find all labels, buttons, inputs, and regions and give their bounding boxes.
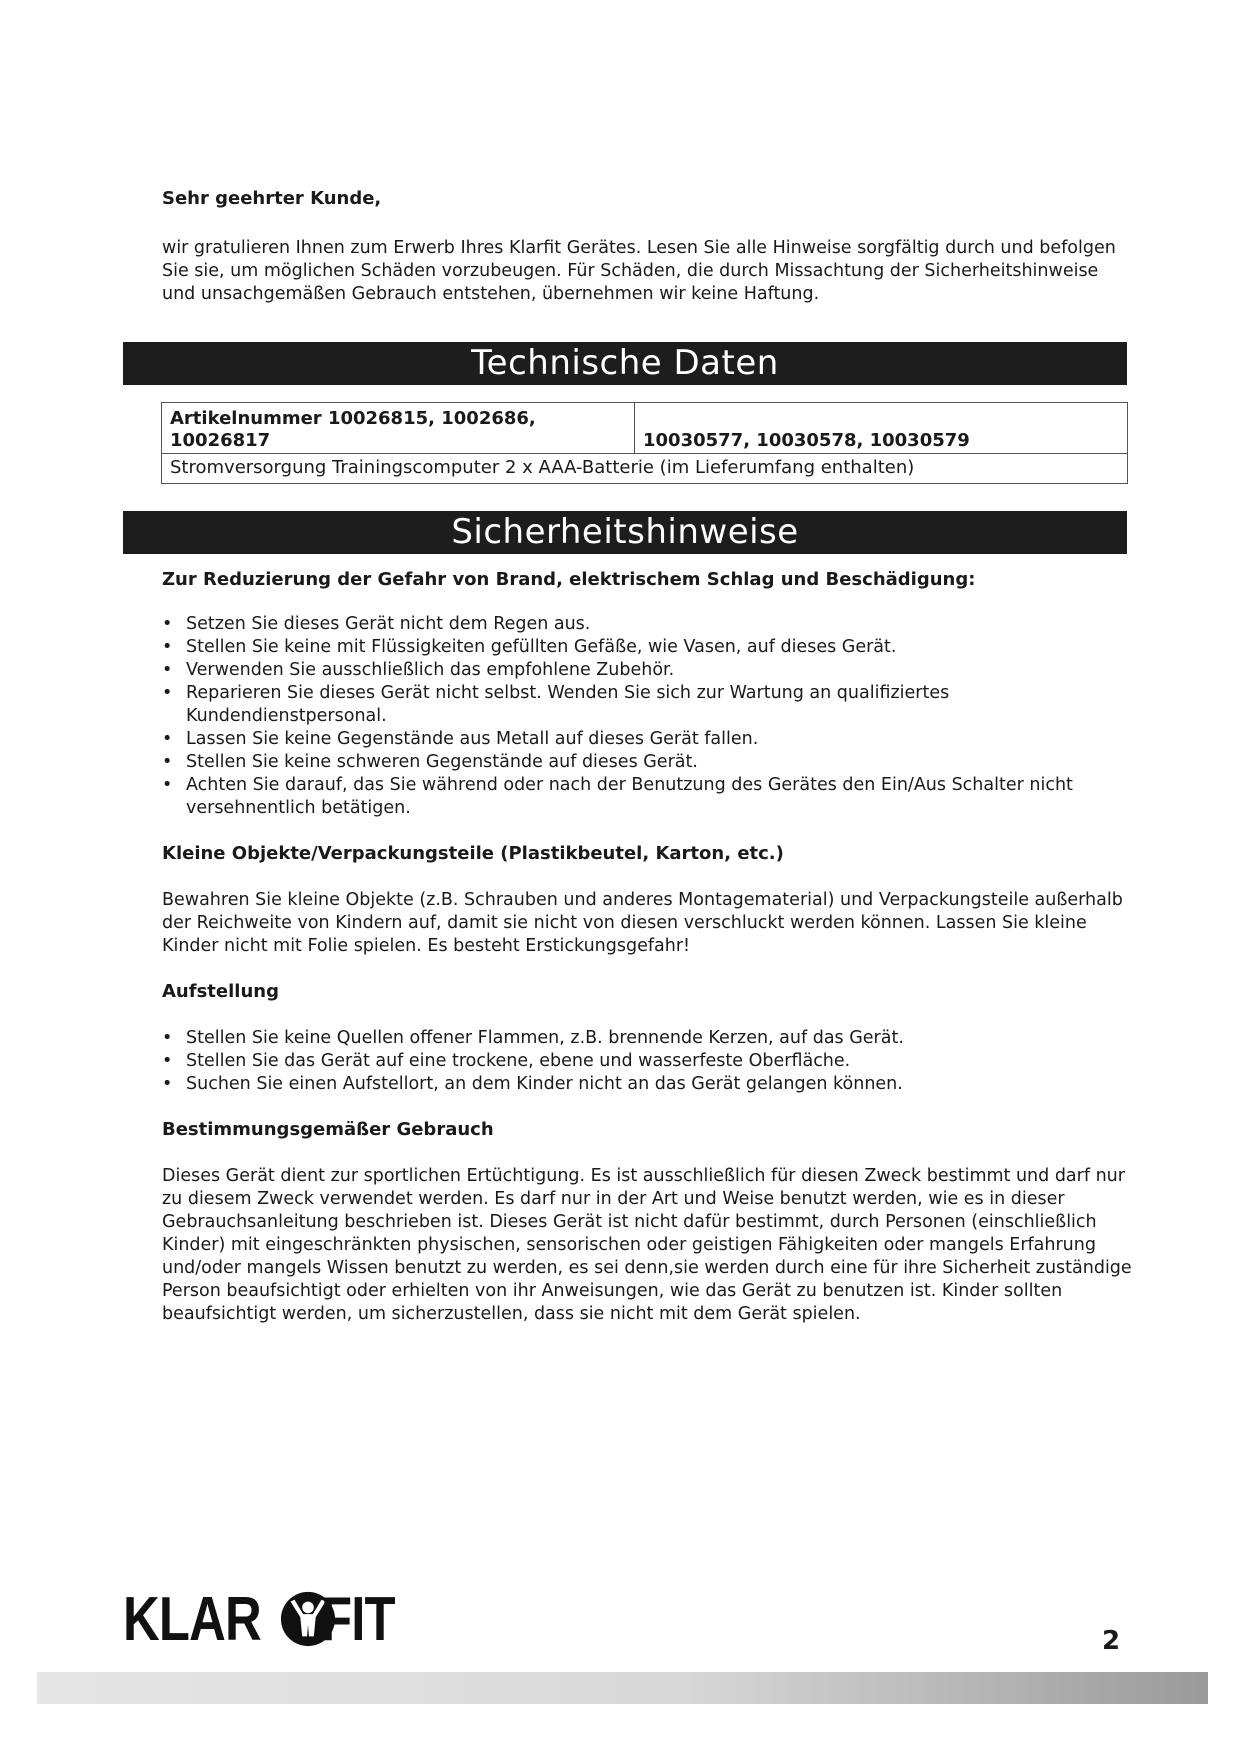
list-item: • Achten Sie darauf, das Sie während oder nach der Benutzung des Gerätes den Ein/Aus Schalter nicht versehnentlich betätigen.: [162, 774, 1137, 820]
gebrauch-paragraph: Dieses Gerät dient zur sportlichen Ertüchtigung. Es ist ausschließlich für diesen Zweck bestimmt und darf nur zu diesem Zweck verwendet werden. Es darf nur in der Art und Weise benutzt werden, wie es in dieser Gebrauchsanleitung beschrieben ist. Dieses Gerät ist nicht dafür bestimmt, durch Personen (einschließlich Kinder) mit eingeschränkten physischen, sensorischen oder geistigen Fähigkeiten oder mangels Erfahrung und/oder mangels Wissen benutzt zu werden, es sei denn,sie werden durch eine für ihre Sicherheit zuständige Person beaufsichtigt oder erhielten von ihr Anweisungen, wie das Gerät zu benutzen ist. Kinder sollten beaufsichtigt werden, um sicherzustellen, dass sie nicht mit dem Gerät spielen.: [162, 1166, 1132, 1324]
artikel-label: Artikelnummer 10026815, 1002686, 10026817: [162, 403, 635, 454]
spec-row-artikel: [162, 403, 1128, 454]
list-item: • Stellen Sie das Gerät auf eine trockene, ebene und wasserfeste Oberfläche.: [162, 1050, 1137, 1073]
spec-row-strom: [162, 454, 1128, 484]
safety-list: [162, 613, 1137, 820]
logo-text-left: KLAR: [123, 1584, 261, 1654]
safety-subheading: Zur Reduzierung der Gefahr von Brand, elektrischem Schlag und Beschädigung:: [162, 569, 976, 590]
artikel-more: 10030577, 10030578, 10030579: [635, 403, 1128, 454]
kleine-heading: Kleine Objekte/Verpackungsteile (Plastikbeutel, Karton, etc.): [162, 843, 784, 864]
strom-cell: Stromversorgung Trainingscomputer 2 x AAA-Batterie (im Lieferumfang enthalten): [162, 454, 1128, 484]
sicherheitshinweise-header: Sicherheitshinweise: [123, 511, 1127, 554]
gebrauch-heading: Bestimmungsgemäßer Gebrauch: [162, 1119, 494, 1140]
list-item: • Stellen Sie keine schweren Gegenstände auf dieses Gerät.: [162, 751, 1137, 774]
aufstellung-heading: Aufstellung: [162, 981, 279, 1002]
aufstellung-list: [162, 1027, 1137, 1096]
intro-paragraph: wir gratulieren Ihnen zum Erwerb Ihres Klarfit Gerätes. Lesen Sie alle Hinweise sorgfältig durch und befolgen Sie sie, um möglichen Schäden vorzubeugen. Für Schäden, die durch Missachtung der Sicherheitshinweise und unsachgemäßen Gebrauch entstehen, übernehmen wir keine Haftung.: [162, 238, 1116, 304]
footer-bar: [37, 1672, 1208, 1704]
list-item: • Setzen Sie dieses Gerät nicht dem Regen aus.: [162, 613, 1137, 636]
list-item: • Reparieren Sie dieses Gerät nicht selbst. Wenden Sie sich zur Wartung an qualifiziertes Kundendienstpersonal.: [162, 682, 1137, 728]
page-number: 2: [1102, 1626, 1121, 1656]
list-item: • Stellen Sie keine Quellen offener Flammen, z.B. brennende Kerzen, auf das Gerät.: [162, 1027, 1137, 1050]
spec-table: [161, 402, 1128, 484]
list-item: • Lassen Sie keine Gegenstände aus Metall auf dieses Gerät fallen.: [162, 728, 1137, 751]
technische-daten-header: Technische Daten: [123, 342, 1127, 385]
klarfit-logo: [123, 1585, 411, 1653]
salutation: Sehr geehrter Kunde,: [162, 188, 382, 209]
list-item: • Verwenden Sie ausschließlich das empfohlene Zubehör.: [162, 659, 1137, 682]
kleine-paragraph: Bewahren Sie kleine Objekte (z.B. Schrauben und anderes Montagematerial) und Verpackungsteile außerhalb der Reichweite von Kindern auf, damit sie nicht von diesen verschluckt werden können. Lassen Sie kleine Kinder nicht mit Folie spielen. Es besteht Erstickungsgefahr!: [162, 890, 1123, 956]
logo-text-right: FIT: [321, 1584, 395, 1654]
list-item: • Suchen Sie einen Aufstellort, an dem Kinder nicht an das Gerät gelangen können.: [162, 1073, 1137, 1096]
list-item: • Stellen Sie keine mit Flüssigkeiten gefüllten Gefäße, wie Vasen, auf dieses Gerät.: [162, 636, 1137, 659]
